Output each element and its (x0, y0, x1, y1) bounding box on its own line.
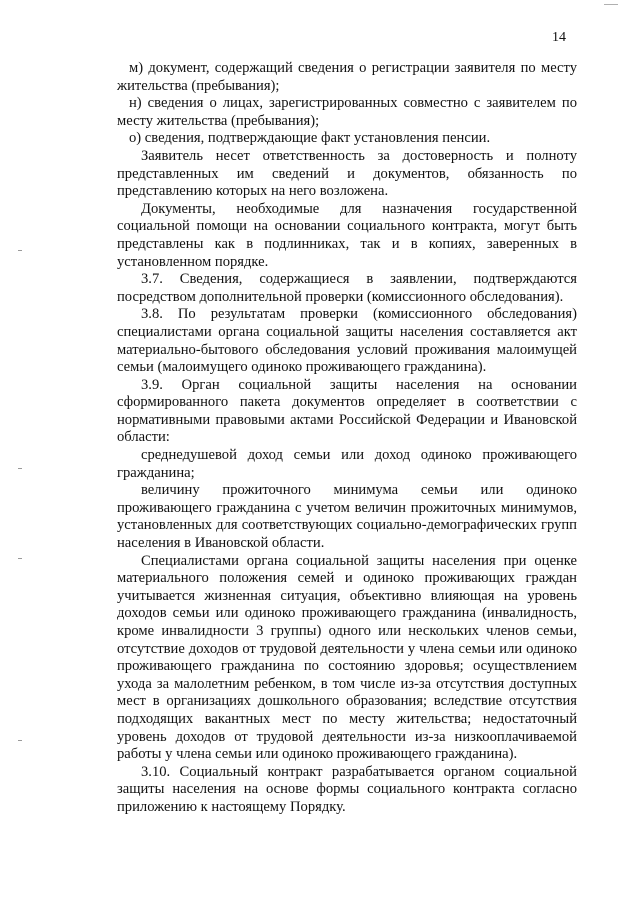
margin-tick (18, 250, 22, 251)
margin-tick (18, 740, 22, 741)
margin-tick (18, 558, 22, 559)
document-body (117, 60, 577, 817)
paragraph-income: среднедушевой доход семьи или доход одиноко проживающего гражданина; (117, 447, 577, 481)
paragraph-life-situation: Специалистами органа социальной защиты населения при оценке материального положения семей и одиноко проживающих граждан учитывается жизненная ситуация, объективно влияющая на уровень доходов семьи или одиноко проживающего гражданина (инвалидность, кроме инвалидности 3 группы) одного или нескольких членов семьи, отсутствие доходов от трудовой деятельности у члена семьи или одиноко проживающего гражданина по состоянию здоровья; осуществлением ухода за малолетним ребенком, в том числе из-за отсутствия доступных мест в организациях дошкольного образования; вследствие отсутствия подходящих вакантных мест по месту жительства; недостаточный уровень доходов от трудовой деятельности из-за низкооплачиваемой работы у члена семьи или одиноко проживающего гражданина). (117, 552, 577, 763)
paragraph-applicant-responsibility: Заявитель несет ответственность за достоверность и полноту представленных им сведений и документов, обязанность по представлению которых на него возложена. (117, 147, 577, 200)
page-number: 14 (552, 30, 566, 45)
paragraph-item-m: м) документ, содержащий сведения о регистрации заявителя по месту жительства (пребывания); (117, 60, 577, 94)
clause-3-8: 3.8. По результатам проверки (комиссионного обследования) специалистами органа социальной защиты населения составляется акт материально-бытового обследования условий проживания малоимущей семьи (малоимущего одиноко проживающего гражданина). (117, 306, 577, 376)
paragraph-item-o: о) сведения, подтверждающие факт установления пенсии. (129, 130, 491, 147)
clause-3-7: 3.7. Сведения, содержащиеся в заявлении, подтверждаются посредством дополнительной проверки (комиссионного обследования). (117, 271, 577, 305)
clause-3-10: 3.10. Социальный контракт разрабатывается органом социальной защиты населения на основе формы социального контракта согласно приложению к настоящему Порядку. (117, 763, 577, 815)
clause-3-9: 3.9. Орган социальной защиты населения на основании сформированного пакета документов определяет в соответствии с нормативными правовыми актами Российской Федерации и Ивановской области: (117, 376, 577, 446)
margin-tick (18, 468, 22, 469)
paragraph-item-n: н) сведения о лицах, зарегистрированных совместно с заявителем по месту жительства (пребывания); (117, 95, 577, 129)
paragraph-subsistence-minimum: величину прожиточного минимума семьи или одиноко проживающего гражданина с учетом величин прожиточных минимумов, установленных для соответствующих социально-демографических групп населения в Ивановской области. (117, 482, 577, 552)
scan-corner-mark (604, 4, 618, 5)
paragraph-documents: Документы, необходимые для назначения государственной социальной помощи на основании социального контракта, могут быть представлены как в подлинниках, так и в копиях, заверенных в установленном порядке. (117, 200, 577, 270)
